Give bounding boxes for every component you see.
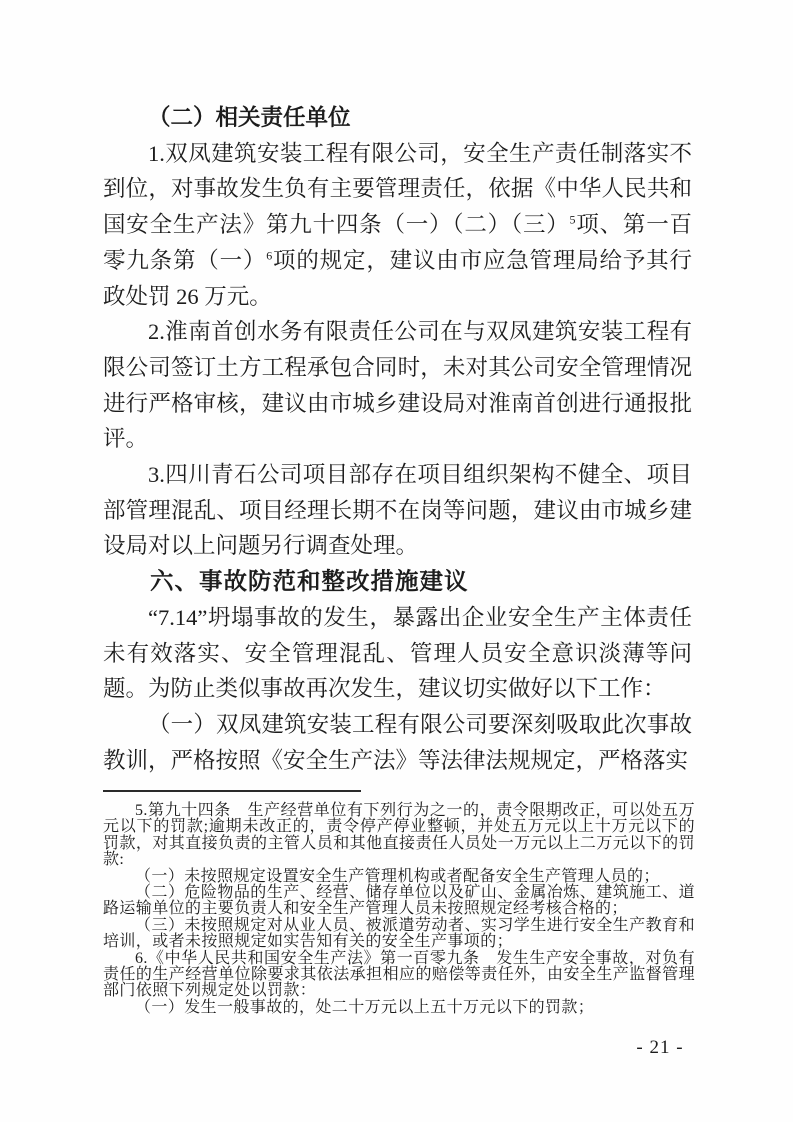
- footnotes-block: [103, 803, 695, 1016]
- paragraph-item-1: [103, 136, 692, 315]
- footnote-5-item: （一）未按照规定设置安全生产管理机构或者配备安全生产管理人员的；: [135, 867, 660, 885]
- text-run: 1.双凤建筑安装工程有限公司，安全生产责任制落实不到位，对事故发生负有主要管理责任，依据《中华人民共和国安全生产法》第九十四条（一）（二）（三）: [103, 140, 692, 238]
- paragraph-measure-1: （一）双凤建筑安装工程有限公司要深刻吸取此次事故教训，严格按照《安全生产法》等法律法规规定，严格落实: [103, 711, 692, 773]
- paragraph-item-2: 2.淮南首创水务有限责任公司在与双凤建筑安装工程有限公司签订土方工程承包合同时，未对其公司安全管理情况进行严格审核，建议由市城乡建设局对淮南首创进行通报批评。: [103, 319, 692, 452]
- footnote-separator: [103, 790, 361, 792]
- footnote-5-item: （二）危险物品的生产、经营、储存单位以及矿山、金属冶炼、建筑施工、道路运输单位的主要负责人和安全生产管理人员未按照规定经考核合格的；: [103, 884, 695, 918]
- page-number: - 21 -: [636, 1037, 684, 1058]
- footnote-ref-6: 6: [266, 248, 273, 263]
- footnote-5-lead: 5.第九十四条 生产经营单位有下列行为之一的，责令限期改正，可以处五万元以下的罚款;逾期未改正的，责令停产停业整顿，并处五万元以上十万元以下的罚款，对其直接负责的主管人员和其他直接责任人员处一万元以上二万元以下的罚款:: [103, 802, 695, 869]
- footnote-6-item: （一）发生一般事故的，处二十万元以上五十万元以下的罚款；: [135, 998, 595, 1016]
- body-text: [103, 100, 692, 778]
- footnote-ref-5: 5: [569, 212, 576, 227]
- chapter-heading: 六、事故防范和整改措施建议: [150, 568, 469, 595]
- paragraph-intro: “7.14”坍塌事故的发生，暴露出企业安全生产主体责任未有效落实、安全管理混乱、管理人员安全意识淡薄等问题。为防止类似事故再次发生，建议切实做好以下工作：: [103, 604, 692, 702]
- text-run: 项的规定，建议由市应急管理局给予其行政处罚 26 万元。: [103, 247, 692, 309]
- paragraph-item-3: 3.四川青石公司项目部存在项目组织架构不健全、项目部管理混乱、项目经理长期不在岗等问题，建议由市城乡建设局对以上问题另行调查处理。: [103, 462, 692, 559]
- text-run: 项、第一百零九条第（一）: [103, 212, 692, 273]
- footnote-6-lead: 6.《中华人民共和国安全生产法》第一百零九条 发生生产安全事故，对负有责任的生产经营单位除要求其依法承担相应的赔偿等责任外，由安全生产监督管理部门依照下列规定处以罚款：: [103, 949, 695, 1000]
- footnote-5-item: （三）未按照规定对从业人员、被派遣劳动者、实习学生进行安全生产教育和培训，或者未按照规定如实告知有关的安全生产事项的；: [103, 916, 695, 951]
- section-heading: （二）相关责任单位: [148, 105, 351, 130]
